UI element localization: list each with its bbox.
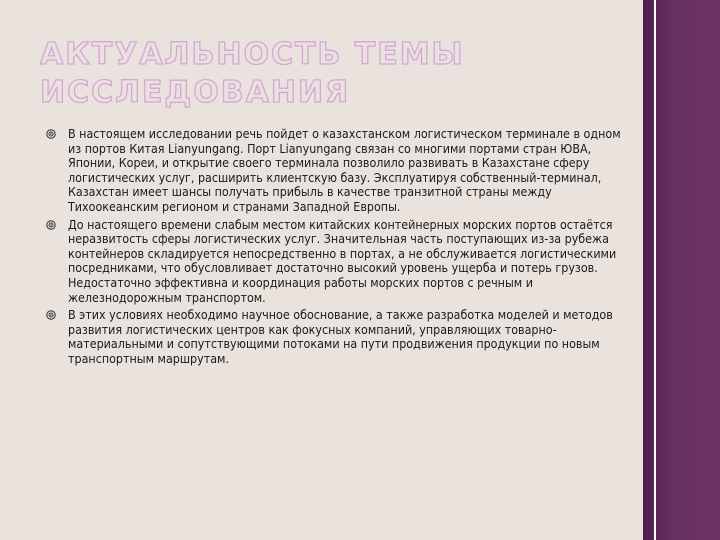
bullet-text: В настоящем исследовании речь пойдет о казахстанском логистическом терминале в одном из портов Китая Lianyungang. Порт Lianyungang связан со многими портами стран ЮВА, Японии, Кореи, и открытие своего терминала позволило развивать в Казахстане сферу логистических услуг, расширить клиентскую базу. Эксплуатируя собственный-терминал, Казахстан имеет шансы получать прибыль в качестве транзитной страны между Тихоокеанским регионом и странами Западной Европы.	[68, 126, 621, 214]
bullet-item-2	[46, 218, 622, 306]
target-bullet-icon	[46, 129, 56, 139]
bullet-item-1	[46, 127, 622, 215]
target-bullet-icon	[46, 310, 56, 320]
bullet-item-3	[46, 308, 622, 366]
side-decor-line	[654, 0, 656, 540]
bullet-text: В этих условиях необходимо научное обоснование, а также разработка моделей и методов развития логистических центров как фокусных компаний, управляющих товарно-материальными и сопутствующими потоками на пути продвижения продукции по новым транспортным маршрутам.	[68, 307, 613, 366]
bullet-text: До настоящего времени слабым местом китайских контейнерных морских портов остаётся неразвитость сферы логистических услуг. Значительная часть поступающих из-за рубежа контейнеров складируется непосредственно в портах, а не обслуживается логистическими посредниками, что обусловливает достаточно высокий уровень ущерба и потерь грузов. Недостаточно эффективна и координация работы морских портов с речным и железнодорожным транспортом.	[68, 216, 617, 305]
target-bullet-icon	[46, 220, 56, 230]
bullet-list	[46, 127, 622, 370]
slide-title: АКТУАЛЬНОСТЬ ТЕМЫ ИССЛЕДОВАНИЯ	[40, 37, 465, 110]
